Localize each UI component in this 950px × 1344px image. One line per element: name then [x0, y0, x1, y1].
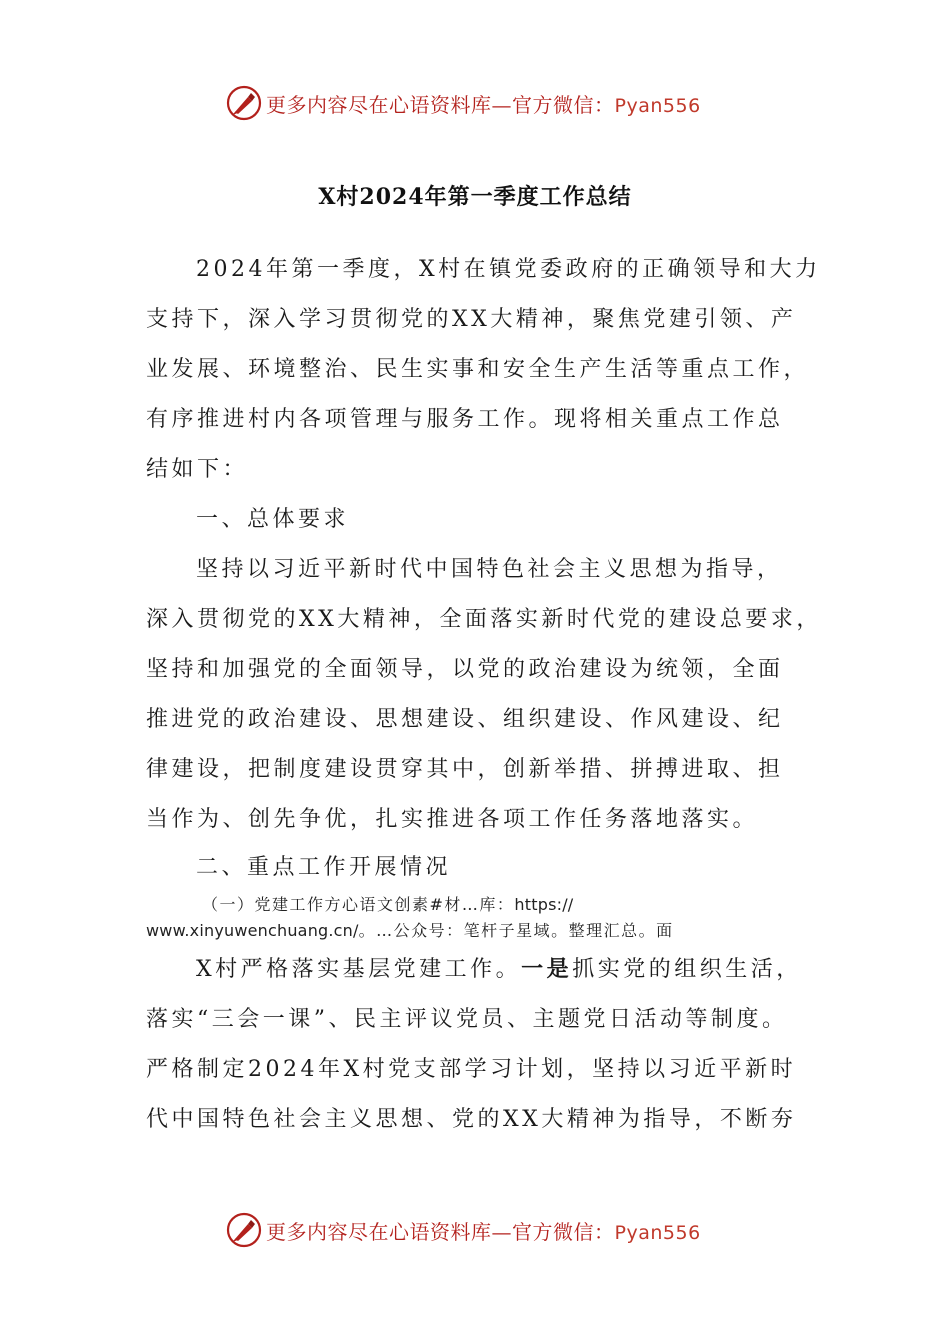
- ad-line: [146, 918, 826, 944]
- section1-line: 推进党的政治建设、思想建设、组织建设、作风建设、纪: [146, 707, 784, 732]
- para-text: 抓实党的组织生活，: [572, 957, 802, 982]
- section1-line: 当作为、创先争优，扎实推进各项工作任务落地落实。: [146, 807, 759, 832]
- ad-url-part: https://: [514, 895, 574, 914]
- para-text: X村严格落实基层党建工作。: [196, 957, 522, 982]
- document-title: X村2024年第一季度工作总结: [318, 184, 632, 210]
- section2-para-line: 严格制定2024年X村党支部学习计划，坚持以习近平新时: [146, 1057, 797, 1082]
- intro-line: 业发展、环境整治、民生实事和安全生产生活等重点工作，: [146, 357, 810, 382]
- section1-line: 坚持以习近平新时代中国特色社会主义思想为指导，: [196, 557, 783, 582]
- banner-text: [266, 1216, 701, 1245]
- section1-heading: 一、总体要求: [196, 507, 350, 532]
- section2-heading: 二、重点工作开展情况: [196, 855, 452, 880]
- ad-url: www.xinyuwenchuang.cn/: [146, 921, 359, 940]
- section1-line: 坚持和加强党的全面领导，以党的政治建设为统领，全面: [146, 657, 784, 682]
- wechat-id: Pyan556: [614, 95, 701, 117]
- ad-line: [146, 892, 826, 918]
- banner-caption: 更多内容尽在心语资料库—官方微信：: [266, 1220, 615, 1244]
- banner-text: [266, 89, 701, 118]
- ad-line-suffix: 。…公众号：笔杆子星域。整理汇总。面: [358, 921, 674, 940]
- para-bold-text: 一是: [521, 957, 573, 982]
- intro-line: 结如下：: [146, 457, 249, 482]
- fountain-pen-logo-icon: [226, 85, 262, 121]
- ad-line-prefix: （一）党建工作方心语文创素#材…库：: [202, 895, 515, 914]
- intro-line: 2024年第一季度，X村在镇党委政府的正确领导和大力: [196, 257, 821, 282]
- footer-banner: [0, 1210, 950, 1250]
- fountain-pen-logo-icon: [226, 1212, 262, 1248]
- section2-para-line: 落实“三会一课”、民主评议党员、主题党日活动等制度。: [146, 1007, 788, 1032]
- section1-line: 律建设，把制度建设贯穿其中，创新举措、拼搏进取、担: [146, 757, 784, 782]
- wechat-id: Pyan556: [614, 1222, 701, 1244]
- document-body-part3: [146, 945, 816, 1145]
- banner-caption: 更多内容尽在心语资料库—官方微信：: [266, 93, 615, 117]
- intro-line: 支持下，深入学习贯彻党的XX大精神，聚焦党建引领、产: [146, 307, 797, 332]
- section2-para-line: [146, 945, 816, 995]
- header-banner: [0, 83, 950, 123]
- document-body-part1: [146, 245, 822, 845]
- section2-para-line: 代中国特色社会主义思想、党的XX大精神为指导，不断夯: [146, 1107, 797, 1132]
- inserted-ad-text: [146, 892, 826, 944]
- document-body-part2: [146, 843, 816, 893]
- section1-line: 深入贯彻党的XX大精神，全面落实新时代党的建设总要求，: [146, 607, 822, 632]
- intro-line: 有序推进村内各项管理与服务工作。现将相关重点工作总: [146, 407, 784, 432]
